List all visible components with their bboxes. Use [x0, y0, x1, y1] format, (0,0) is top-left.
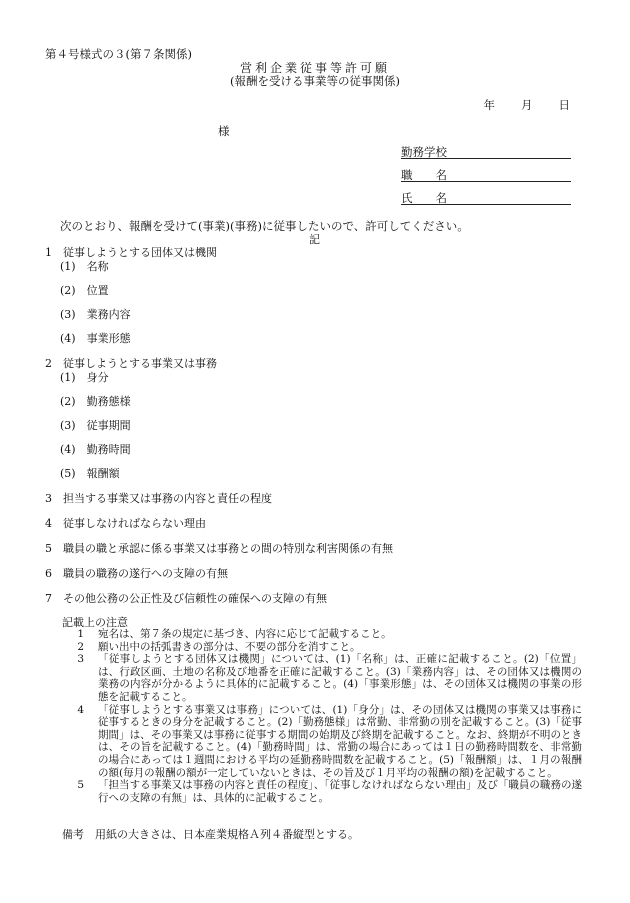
- note-5-num: 5: [77, 779, 84, 792]
- note-5: [62, 779, 582, 804]
- item-7: 7 その他公務の公正性及び信頼性の確保への支障の有無: [45, 592, 327, 605]
- bikou-remark: 備考 用紙の大きさは、日本産業規格Ａ列４番縦型とする。: [62, 828, 359, 841]
- date-line: [484, 97, 571, 113]
- note-3-num: 3: [77, 653, 84, 666]
- item-2-sub-3: (3) 従事期間: [60, 419, 131, 432]
- intro-text: 次のとおり、報酬を受けて(事業)(事務)に従事したいので、許可してください。: [60, 219, 469, 233]
- notes-title: 記載上の注意: [62, 616, 128, 629]
- note-4-text: 「従事しようとする事業又は事務」については、(1)「身分」は、その団体又は機関の事業又は事務に従事するときの身分を記載すること。(2)「勤務態様」は常勤、非常勤の別を記載すること。(3)「従事期間」は、その事業又は事務に従事する期間の始期及び終期を記載すること。なお、終期が不明のときは、その旨を記載すること。(4)「勤務時間」は、常勤の場合にあっては１日の勤務時間数を、非常勤の場合にあっては１週間における平均の延勤務時間数を記載すること。(5)「報酬額」は、１月の報酬の額(毎月の報酬の額が一定していないときは、その旨及び１月平均の報酬の額)を記載すること。: [98, 703, 582, 779]
- item-5: 5 職員の職と承認に係る事業又は事務との間の特別な利害関係の有無: [45, 542, 393, 555]
- item-1-sub-1: (1) 名称: [60, 260, 109, 273]
- name-label: 氏 名: [401, 191, 447, 205]
- notes-list: [62, 628, 582, 804]
- note-1-num: 1: [77, 628, 84, 640]
- item-1-sub-3: (3) 業務内容: [60, 308, 131, 321]
- item-1: 1 従事しようとする団体又は機関: [45, 246, 217, 259]
- item-1-sub-2: (2) 位置: [60, 284, 109, 297]
- addressee: 様: [218, 124, 230, 138]
- form-number: 第４号様式の３(第７条関係): [45, 47, 192, 61]
- note-1: [62, 628, 582, 641]
- item-2-sub-2: (2) 勤務態様: [60, 395, 131, 408]
- school-label: 勤務学校: [401, 145, 447, 159]
- item-1-sub-4: (4) 事業形態: [60, 332, 131, 345]
- name-field[interactable]: [401, 190, 571, 205]
- date-month: 月: [521, 98, 533, 112]
- school-field[interactable]: [401, 144, 571, 159]
- note-5-text: 「担当する事業又は事務の内容と責任の程度」、「従事しなければならない理由」及び「職員の職務の遂行への支障の有無」は、具体的に記載すること。: [98, 779, 582, 804]
- item-2-sub-5: (5) 報酬額: [60, 467, 120, 480]
- date-day: 日: [558, 98, 570, 112]
- item-2-sub-1: (1) 身分: [60, 371, 109, 384]
- item-4: 4 従事しなければならない理由: [45, 517, 206, 530]
- note-3-text: 「従事しようとする団体又は機関」については、(1)「名称」は、正確に記載すること。(2)「位置」は、行政区画、土地の名称及び地番を正確に記載すること。(3)「業務内容」は、その団体又は機関の業務の内容が分かるように具体的に記載すること。(4)「事業形態」は、その団体又は機関の事業の形態を記載すること。: [98, 653, 582, 703]
- title-label: 職 名: [401, 168, 447, 182]
- note-2-text: 願い出中の括弧書きの部分は、不要の部分を消すこと。: [98, 640, 361, 653]
- note-1-text: 宛名は、第７条の規定に基づき、内容に応じて記載すること。: [98, 628, 392, 640]
- item-6: 6 職員の職務の遂行への支障の有無: [45, 567, 228, 580]
- note-2: [62, 641, 582, 654]
- item-3: 3 担当する事業又は事務の内容と責任の程度: [45, 492, 272, 505]
- ki-heading: 記: [309, 233, 320, 246]
- item-2-sub-4: (4) 勤務時間: [60, 443, 131, 456]
- note-3: [62, 653, 582, 703]
- note-4: [62, 704, 582, 780]
- item-2: 2 従事しようとする事業又は事務: [45, 357, 217, 370]
- note-4-num: 4: [77, 703, 84, 716]
- document-subtitle: (報酬を受ける事業等の従事関係): [230, 74, 400, 88]
- title-field[interactable]: [401, 167, 571, 182]
- document-title: 営利企業従事等許可願: [239, 61, 390, 75]
- date-year: 年: [483, 98, 495, 112]
- note-2-num: 2: [77, 640, 84, 653]
